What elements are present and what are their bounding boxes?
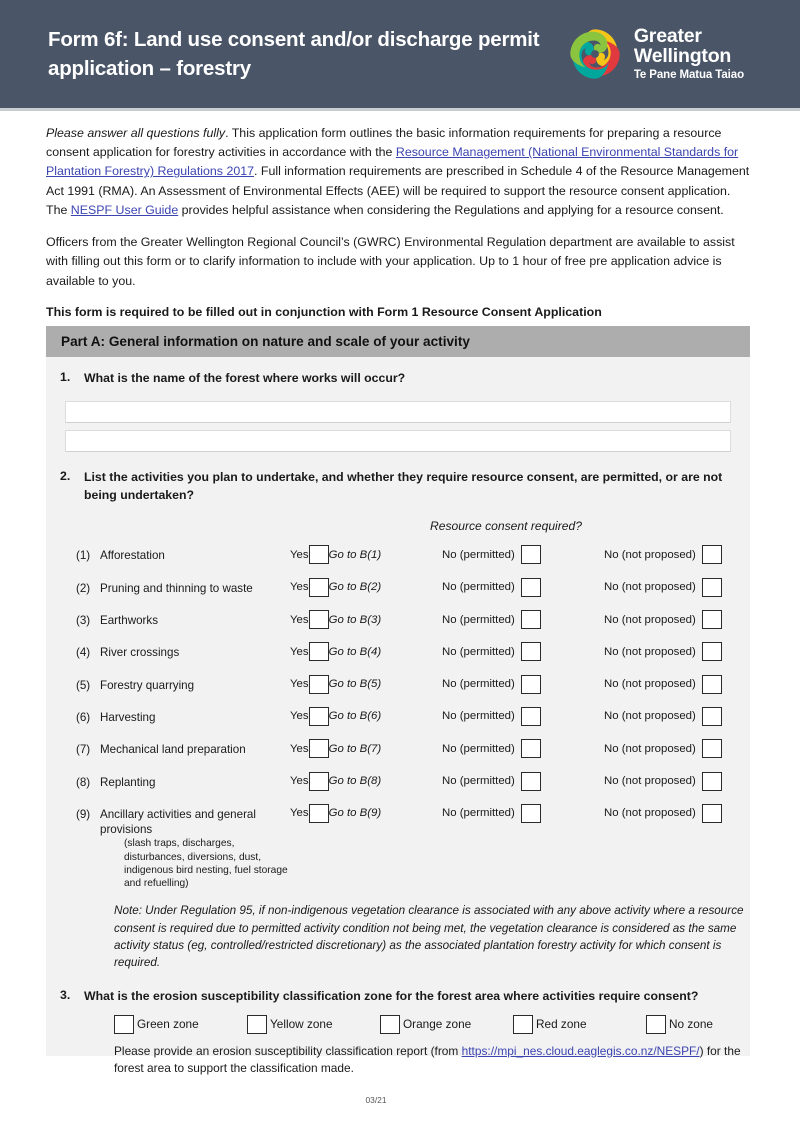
not-proposed-label: No (not proposed): [604, 807, 696, 820]
permitted-label: No (permitted): [442, 581, 515, 594]
table-row: [46, 673, 736, 705]
permitted-label: No (permitted): [442, 742, 515, 755]
yes-label: Yes: [290, 807, 309, 820]
activity-permitted-option: [442, 802, 604, 823]
forest-name-input-1[interactable]: [65, 401, 731, 423]
activity-name: [46, 543, 290, 563]
checkbox-permitted[interactable]: [521, 610, 541, 629]
intro-lead-italic: Please answer all questions fully: [46, 126, 226, 140]
activity-permitted-option: [442, 543, 604, 564]
activity-permitted-option: [442, 640, 604, 661]
brand-lockup: [567, 26, 744, 82]
activity-name: [46, 802, 290, 891]
regulation-95-note: Note: Under Regulation 95, if non-indigenous vegetation clearance is associated with any above activity where a resource consent is required due to permitted activity condition not being met, the vegetation clearance is considered as the same activity status (eg, controlled/restricted discretionary) as the associated plantation forestry activity for which consent is required.: [114, 904, 744, 970]
activity-permitted-option: [442, 705, 604, 726]
table-row: [46, 576, 736, 608]
checkbox-yes[interactable]: [309, 772, 329, 791]
activity-name: [46, 737, 290, 757]
page-header-band: [0, 0, 800, 108]
checkbox-green-zone[interactable]: [114, 1015, 134, 1034]
question-3-text: What is the erosion susceptibility classification zone for the forest area where activities require consent?: [84, 988, 699, 1003]
activity-yes-option: [290, 576, 442, 597]
checkbox-permitted[interactable]: [521, 642, 541, 661]
intro-p1-a: . This application form outlines the basic information requirements for preparing a resource consent application for forestry activities in accordance with the: [46, 126, 722, 160]
checkbox-yes[interactable]: [309, 804, 329, 823]
activity-permitted-option: [442, 770, 604, 791]
checkbox-not-proposed[interactable]: [702, 642, 722, 661]
question-1-text: What is the name of the forest where works will occur?: [84, 371, 406, 385]
part-a-header: [46, 326, 750, 357]
checkbox-orange-zone[interactable]: [380, 1015, 400, 1034]
brand-line-1: Greater: [633, 24, 702, 47]
goto-label: Go to B(5): [328, 678, 382, 691]
checkbox-yes[interactable]: [309, 545, 329, 564]
yes-label: Yes: [290, 645, 309, 658]
activity-label: River crossings: [100, 646, 180, 660]
activity-index: (6): [76, 710, 91, 724]
checkbox-no-zone[interactable]: [646, 1015, 666, 1034]
activity-label: Earthworks: [100, 614, 158, 628]
permitted-label: No (permitted): [442, 678, 515, 691]
checkbox-yes[interactable]: [309, 610, 329, 629]
footer-revision: 03/21: [365, 1095, 387, 1105]
part-a-header-label: Part A: General information on nature and scale of your activity: [61, 334, 470, 349]
permitted-label: No (permitted): [442, 613, 515, 626]
checkbox-yes[interactable]: [309, 642, 329, 661]
not-proposed-label: No (not proposed): [604, 645, 696, 658]
yes-label: Yes: [290, 548, 309, 561]
permitted-label: No (permitted): [442, 645, 515, 658]
activity-permitted-option: [442, 673, 604, 694]
activity-yes-option: [290, 802, 442, 823]
activity-not-proposed-option: [604, 640, 696, 661]
activity-name: [46, 576, 290, 596]
activity-index: (8): [76, 775, 91, 789]
checkbox-not-proposed[interactable]: [702, 545, 722, 564]
activity-not-proposed-option: [604, 802, 696, 823]
activity-permitted-option: [442, 608, 604, 629]
goto-label: Go to B(6): [328, 710, 382, 723]
activity-not-proposed-option: [604, 770, 696, 791]
question-1-number: 1.: [60, 370, 71, 384]
checkbox-yellow-zone[interactable]: [247, 1015, 267, 1034]
erosion-zone-options: [114, 1015, 750, 1034]
zone-label: Orange zone: [403, 1017, 472, 1032]
erosion-report-note: [114, 1043, 754, 1079]
table-row: [46, 705, 736, 737]
zone-option-yellow[interactable]: [247, 1015, 380, 1034]
brand-tagline: Te Pane Matua Taiao: [633, 68, 744, 81]
checkbox-not-proposed[interactable]: [702, 739, 722, 758]
table-row: [46, 802, 736, 891]
table-row: [46, 608, 736, 640]
activity-yes-option: [290, 640, 442, 661]
intro-paragraph-2: Officers from the Greater Wellington Regional Council’s (GWRC) Environmental Regulation department are available to assist with filling out this form or to clarify information to include with your application. Up to 1 hour of free pre application advice is available to you.: [46, 235, 735, 288]
greater-wellington-koru-logo-icon: [567, 26, 623, 82]
activity-yes-option: [290, 770, 442, 791]
question-2-number: 2.: [60, 468, 71, 483]
activity-yes-option: [290, 543, 442, 564]
activity-not-proposed-option: [604, 608, 696, 629]
nespf-regulations-link[interactable]: Resource Management (National Environmental Standards for Plantation Forestry) Regulations 2017: [46, 145, 739, 179]
checkbox-permitted[interactable]: [521, 739, 541, 758]
activity-index: (5): [76, 678, 91, 692]
checkbox-not-proposed[interactable]: [702, 578, 722, 597]
zone-label: Green zone: [137, 1017, 199, 1032]
yes-label: Yes: [290, 678, 309, 691]
not-proposed-label: No (not proposed): [604, 742, 696, 755]
activity-not-proposed-option: [604, 705, 696, 726]
page-title: Form 6f: Land use consent and/or discharge permit application – forestry: [48, 27, 540, 80]
yes-label: Yes: [290, 581, 309, 594]
activity-not-proposed-option: [604, 543, 696, 564]
zone-label: Yellow zone: [270, 1017, 333, 1032]
activities-table: [46, 543, 750, 890]
permitted-label: No (permitted): [442, 710, 515, 723]
intro-p1-c: provides helpful assistance when considering the Regulations and applying for a resource consent.: [178, 202, 724, 217]
checkbox-not-proposed[interactable]: [702, 610, 722, 629]
zone-label: No zone: [669, 1017, 713, 1032]
checkbox-not-proposed[interactable]: [702, 772, 722, 791]
resource-consent-required-column-header: Resource consent required?: [430, 519, 582, 534]
checkbox-not-proposed[interactable]: [702, 675, 722, 694]
table-row: [46, 640, 736, 672]
goto-label: Go to B(3): [328, 613, 382, 626]
brand-text: [633, 24, 744, 82]
checkbox-yes[interactable]: [309, 675, 329, 694]
nespf-user-guide-link[interactable]: NESPF User Guide: [70, 202, 179, 217]
part-a-panel: [46, 326, 750, 1076]
permitted-label: No (permitted): [442, 775, 515, 788]
intro-p1-b: . Full information requirements are prescribed in Schedule 4 of the Resource Management Act 1991 (RMA). An Assessment of Environmental Effects (AEE) will be required to support the resource consent application. The: [46, 164, 750, 217]
goto-label: Go to B(1): [328, 548, 382, 561]
activity-not-proposed-option: [604, 737, 696, 758]
not-proposed-label: No (not proposed): [604, 613, 696, 626]
activity-yes-option: [290, 705, 442, 726]
erosion-note-b: ) for the forest area to support the classification made.: [114, 1043, 741, 1076]
intro-paragraph-1: [46, 124, 750, 220]
activity-index: (1): [76, 549, 91, 563]
goto-label: Go to B(9): [328, 807, 382, 820]
not-proposed-label: No (not proposed): [604, 581, 696, 594]
activity-index: (3): [76, 614, 91, 628]
intro-bold-note: This form is required to be filled out in conjunction with Form 1 Resource Consent Application: [46, 304, 602, 319]
checkbox-permitted[interactable]: [521, 578, 541, 597]
forest-name-input-2[interactable]: [65, 430, 731, 452]
activity-label: Ancillary activities and general provisions: [100, 807, 256, 837]
eaglegis-nespf-link[interactable]: https://mpi_nes.cloud.eaglegis.co.nz/NESPF/: [461, 1043, 700, 1058]
yes-label: Yes: [290, 775, 309, 788]
table-row: [46, 737, 736, 769]
zone-label: Red zone: [536, 1017, 587, 1032]
activity-name: [46, 608, 290, 628]
activity-name: [46, 705, 290, 725]
activity-sub-label: (slash traps, discharges, disturbances, diversions, dust, indigenous bird nesting, fuel storage and refuelling): [124, 838, 288, 890]
activity-yes-option: [290, 673, 442, 694]
checkbox-yes[interactable]: [309, 739, 329, 758]
question-3: [46, 988, 750, 1006]
not-proposed-label: No (not proposed): [604, 710, 696, 723]
activity-not-proposed-option: [604, 576, 696, 597]
activity-label: Afforestation: [100, 549, 165, 563]
goto-label: Go to B(2): [328, 581, 382, 594]
not-proposed-label: No (not proposed): [604, 678, 696, 691]
goto-label: Go to B(7): [328, 742, 382, 755]
question-2: [46, 469, 750, 505]
erosion-note-a: Please provide an erosion susceptibility classification report (from: [114, 1043, 462, 1058]
activity-name: [46, 673, 290, 693]
activity-yes-option: [290, 608, 442, 629]
checkbox-yes[interactable]: [309, 707, 329, 726]
not-proposed-label: No (not proposed): [604, 775, 696, 788]
checkbox-permitted[interactable]: [521, 707, 541, 726]
activity-label: Forestry quarrying: [100, 678, 195, 692]
question-3-number: 3.: [60, 987, 71, 1002]
zone-option-red[interactable]: [513, 1015, 646, 1034]
checkbox-permitted[interactable]: [521, 545, 541, 564]
activity-permitted-option: [442, 737, 604, 758]
checkbox-yes[interactable]: [309, 578, 329, 597]
checkbox-not-proposed[interactable]: [702, 707, 722, 726]
checkbox-not-proposed[interactable]: [702, 804, 722, 823]
yes-label: Yes: [290, 710, 309, 723]
activity-label: Harvesting: [100, 710, 156, 724]
zone-option-orange[interactable]: [380, 1015, 513, 1034]
zone-option-none[interactable]: [646, 1015, 779, 1034]
intro-section: [46, 124, 750, 335]
checkbox-permitted[interactable]: [521, 675, 541, 694]
table-row: [46, 543, 736, 575]
yes-label: Yes: [290, 613, 309, 626]
activity-permitted-option: [442, 576, 604, 597]
question-1-fields: [46, 401, 750, 452]
activity-label: Mechanical land preparation: [100, 743, 246, 757]
activity-yes-option: [290, 737, 442, 758]
zone-option-green[interactable]: [114, 1015, 247, 1034]
permitted-label: No (permitted): [442, 548, 515, 561]
activity-name: [46, 640, 290, 660]
activity-index: (2): [76, 581, 91, 595]
activity-index: (9): [76, 807, 91, 821]
activity-index: (7): [76, 743, 91, 757]
activity-label: Pruning and thinning to waste: [100, 581, 253, 595]
activity-index: (4): [76, 646, 91, 660]
activity-label: Replanting: [100, 775, 156, 789]
brand-line-2: Wellington: [633, 45, 732, 68]
header-divider: [0, 108, 800, 111]
yes-label: Yes: [290, 742, 309, 755]
question-2-text: List the activities you plan to undertake, and whether they require resource consent, are permitted, or are not being undertaken?: [84, 469, 723, 502]
goto-label: Go to B(8): [328, 775, 382, 788]
not-proposed-label: No (not proposed): [604, 548, 696, 561]
activity-not-proposed-option: [604, 673, 696, 694]
checkbox-red-zone[interactable]: [513, 1015, 533, 1034]
activity-name: [46, 770, 290, 790]
goto-label: Go to B(4): [328, 645, 382, 658]
table-row: [46, 770, 736, 802]
checkbox-permitted[interactable]: [521, 804, 541, 823]
permitted-label: No (permitted): [442, 807, 515, 820]
checkbox-permitted[interactable]: [521, 772, 541, 791]
question-1: [46, 370, 750, 388]
